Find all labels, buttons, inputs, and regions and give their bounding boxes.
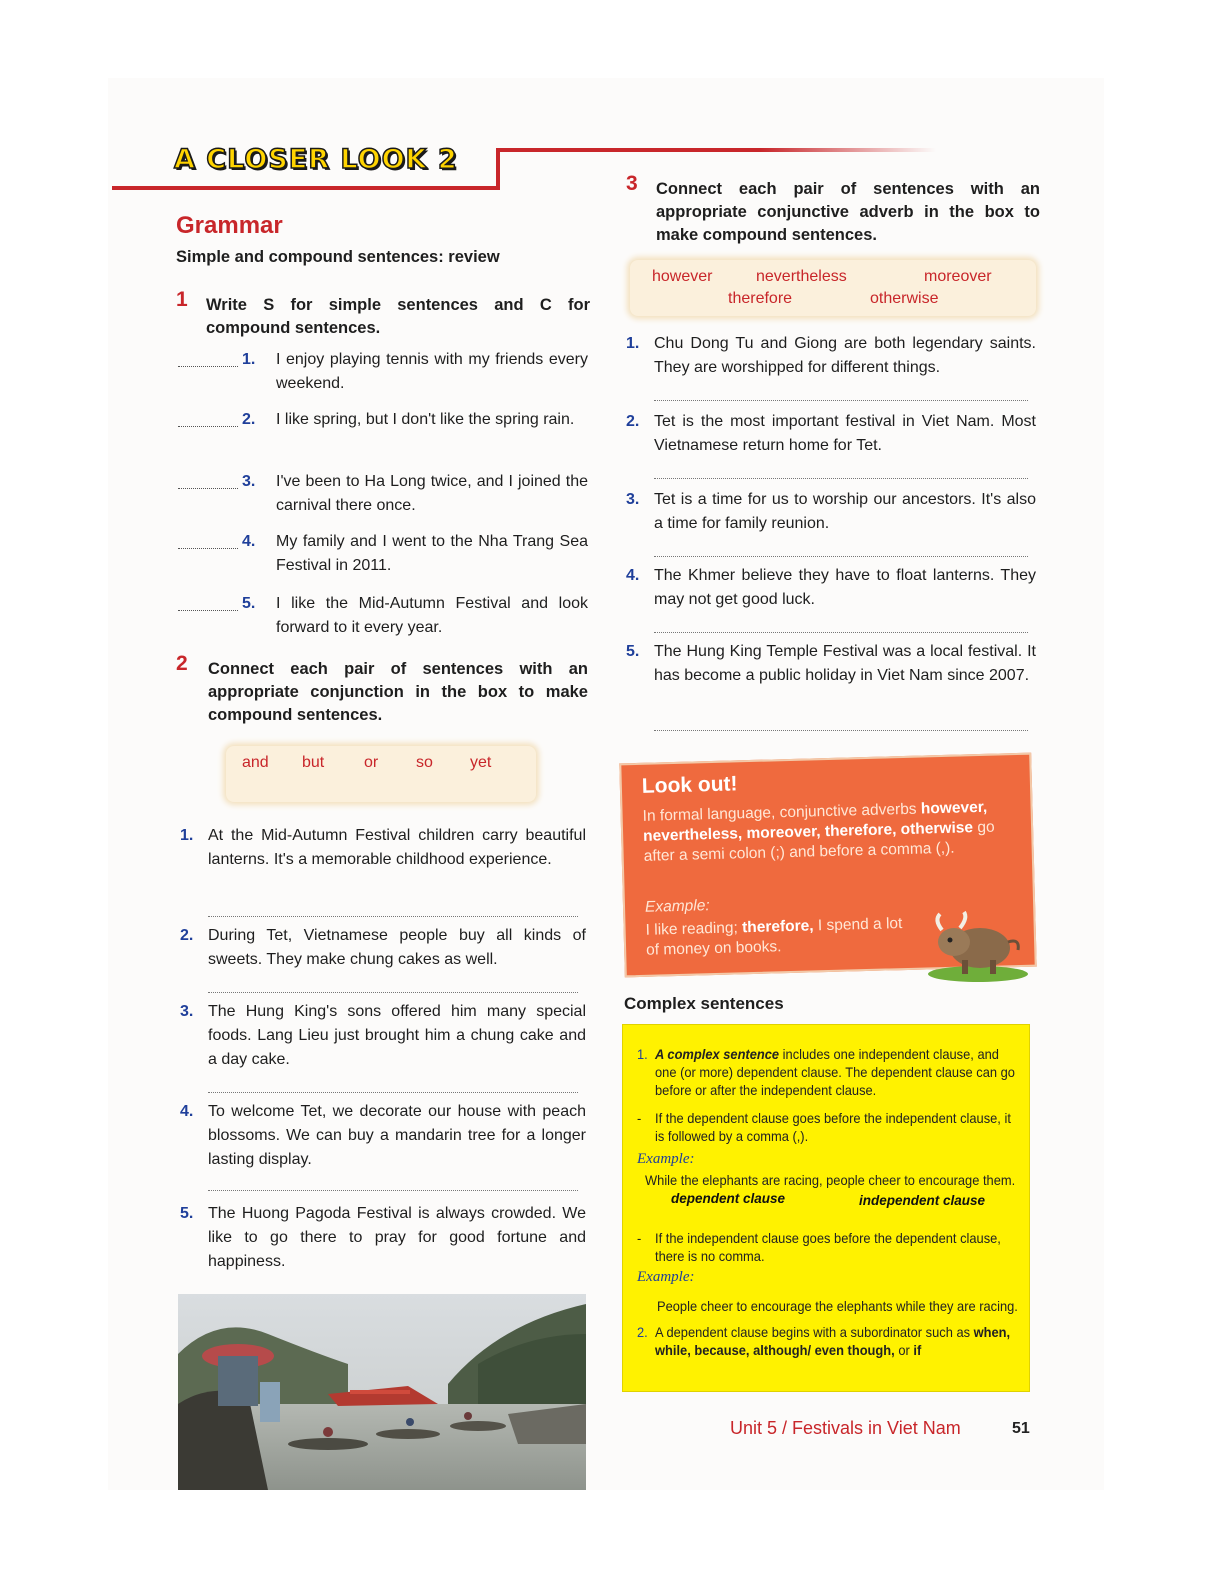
word-option: yet — [470, 754, 492, 771]
word-option: moreover — [924, 268, 992, 285]
rule-2-text: A dependent clause begins with a subordinator such as when, while, because, although/ even though, or if — [655, 1324, 1011, 1358]
exercise-1-number: 1 — [176, 288, 188, 311]
answer-blank[interactable] — [178, 426, 238, 427]
look-out-example: I like reading; therefore, I spend a lot of money on books. — [645, 915, 903, 959]
answer-line[interactable] — [208, 1190, 578, 1191]
answer-line[interactable] — [654, 556, 1028, 557]
word-option: therefore — [728, 290, 793, 307]
independent-clause-label: independent clause — [859, 1193, 986, 1208]
bullet-dash: - — [637, 1110, 642, 1126]
answer-blank[interactable] — [178, 366, 238, 367]
answer-line[interactable] — [208, 916, 578, 917]
exercise-2-number: 2 — [176, 652, 188, 675]
complex-sentences-heading: Complex sentences — [624, 994, 784, 1013]
answer-blank[interactable] — [178, 548, 238, 549]
textbook-page: A CLOSER LOOK 2 Grammar Simple and compound sentences: review 1 Write S for simple sentences and C for compound sentences. 1. I enjoy playing tennis with my friends every weekend. 2. I like spring, but I don't like the spring rain. 3. I've been to Ha Long twice, and I joined the carnival there once. 4. My family and I went to the Nha Trang Sea Festival in 2011. 5. I like the Mid-Autumn Festival and look forward to it every year. 2 Connect each pair of sentences with an appropriate conjunction in the box to make compound sentences. and but or so yet 1. At the Mid-Autumn Festival children carry beautiful lanterns. It's a memorable childhood experience. 2. During Tet, Vietnamese people buy all kinds of sweets. They make chung cakes as well. 3. The Hung King's sons offered him many special foods. Lang Lieu just brought him a chung cake and a day cake. 4. To welcome Tet, we decorate our house with peach blossoms. We can buy a mandarin tree for a longer lasting display. 5. The Huong Pagoda Festival is always crowded. We like to go there to pray for good fortune and happiness. 3 Connect each pair of sentences with an appropriate conjunctive adverb in the box to make compound sentences. however nevertheless moreover therefore otherwise 1. Chu Dong Tu and Giong are both legendary saints. They are worshipped for different things. 2. Tet is the most important festival in Viet Nam. Most Vietnamese return home for Tet. 3. Tet is a time for us to worship our ancestors. It's also a time for family reunion. 4. The Khmer believe they have to float lanterns. They may not get good luck. 5. The Hung King Temple Festival was a local festival. It has become a public holiday in Viet Nam since 2007. Look out! In formal language, conjunctive adverbs however, nevertheless, moreover, therefore, otherwise go after a semi colon (;) and before a comma (,). Example: I like reading; therefore, I spend a lot of money on books. Complex sentences 1. A complex sentence includes one independent clause, and one (or more) dependent clause. The dependent clause can go before or after the independent clause. - If the dependent clause goes before the independent clause, it is followed by a comma (,). Example: While the elephants are racing, people cheer to encourage them. dependent clause independent clause - If the independent clause goes before the dependent clause, there is no comma. Example: People cheer to encourage the elephants while they are racing. 2. A dependent clause begins with a subordinator such as when, while, because, although/ even though, or if Unit 5 / Festivals in Viet Nam 51 — [108, 78, 1104, 1490]
rule-2-number: 2. — [637, 1324, 648, 1340]
dependent-clause-label: dependent clause — [671, 1191, 786, 1206]
rule-1-text: A complex sentence includes one independent clause, and one (or more) dependent clause. The dependent clause can go before or after the independent clause. — [655, 1046, 1015, 1098]
example-1-sentence: While the elephants are racing, people cheer to encourage them. — [645, 1172, 1016, 1188]
bullet-dash: - — [637, 1230, 642, 1246]
answer-line[interactable] — [208, 992, 578, 993]
word-option: however — [652, 268, 713, 285]
answer-line[interactable] — [208, 1092, 578, 1093]
example-label: Example: — [637, 1151, 695, 1167]
exercise-3-instruction: Connect each pair of sentences with an appropriate conjunctive adverb in the box to make compound sentences. — [656, 180, 1040, 244]
word-option: so — [416, 754, 433, 771]
exercise-2-instruction: Connect each pair of sentences with an appropriate conjunction in the box to make compound sentences. — [208, 660, 588, 724]
answer-line[interactable] — [654, 478, 1028, 479]
grammar-heading: Grammar — [176, 212, 283, 239]
word-option: but — [302, 754, 325, 771]
conjunction-word-box — [226, 746, 536, 802]
buffalo-mascot-icon — [920, 908, 1030, 989]
header-rule-left — [112, 186, 500, 190]
rule-1-bullet-1: If the dependent clause goes before the independent clause, it is followed by a comma (,). — [655, 1110, 1011, 1144]
unit-footer: Unit 5 / Festivals in Viet Nam — [730, 1418, 961, 1438]
exercise-3-number: 3 — [626, 172, 638, 195]
answer-line[interactable] — [654, 632, 1028, 633]
header-rule-top — [496, 148, 936, 152]
rule-1-bullet-2: If the independent clause goes before the dependent clause, there is no comma. — [655, 1230, 1001, 1264]
complex-sentences-rule-box — [622, 1024, 1030, 1392]
answer-blank[interactable] — [178, 610, 238, 611]
example-2-sentence: People cheer to encourage the elephants while they are racing. — [657, 1298, 1018, 1314]
word-option: and — [242, 754, 269, 771]
answer-line[interactable] — [654, 730, 1028, 731]
look-out-body: In formal language, conjunctive adverbs however, nevertheless, moreover, therefore, otherwise go after a semi colon (;) and before a comma (,). — [642, 798, 995, 865]
answer-blank[interactable] — [178, 488, 238, 489]
exercise-1-instruction: Write S for simple sentences and C for compound sentences. — [206, 296, 590, 337]
section-title: A CLOSER LOOK 2 — [174, 144, 458, 175]
word-option: otherwise — [870, 290, 939, 307]
word-option: or — [364, 754, 379, 771]
header-rule-vertical — [496, 150, 500, 190]
pagoda-festival-photo — [178, 1294, 586, 1490]
page-number: 51 — [1012, 1420, 1030, 1437]
example-label: Example: — [637, 1269, 695, 1285]
grammar-subheading: Simple and compound sentences: review — [176, 248, 500, 266]
word-option: nevertheless — [756, 268, 847, 285]
look-out-title: Look out! — [641, 772, 738, 798]
boats-photo-image — [178, 1294, 586, 1490]
look-out-example-label: Example: — [644, 897, 710, 916]
conjunctive-adverb-word-box — [630, 260, 1036, 316]
answer-line[interactable] — [654, 400, 1028, 401]
rule-1-number: 1. — [637, 1046, 648, 1062]
